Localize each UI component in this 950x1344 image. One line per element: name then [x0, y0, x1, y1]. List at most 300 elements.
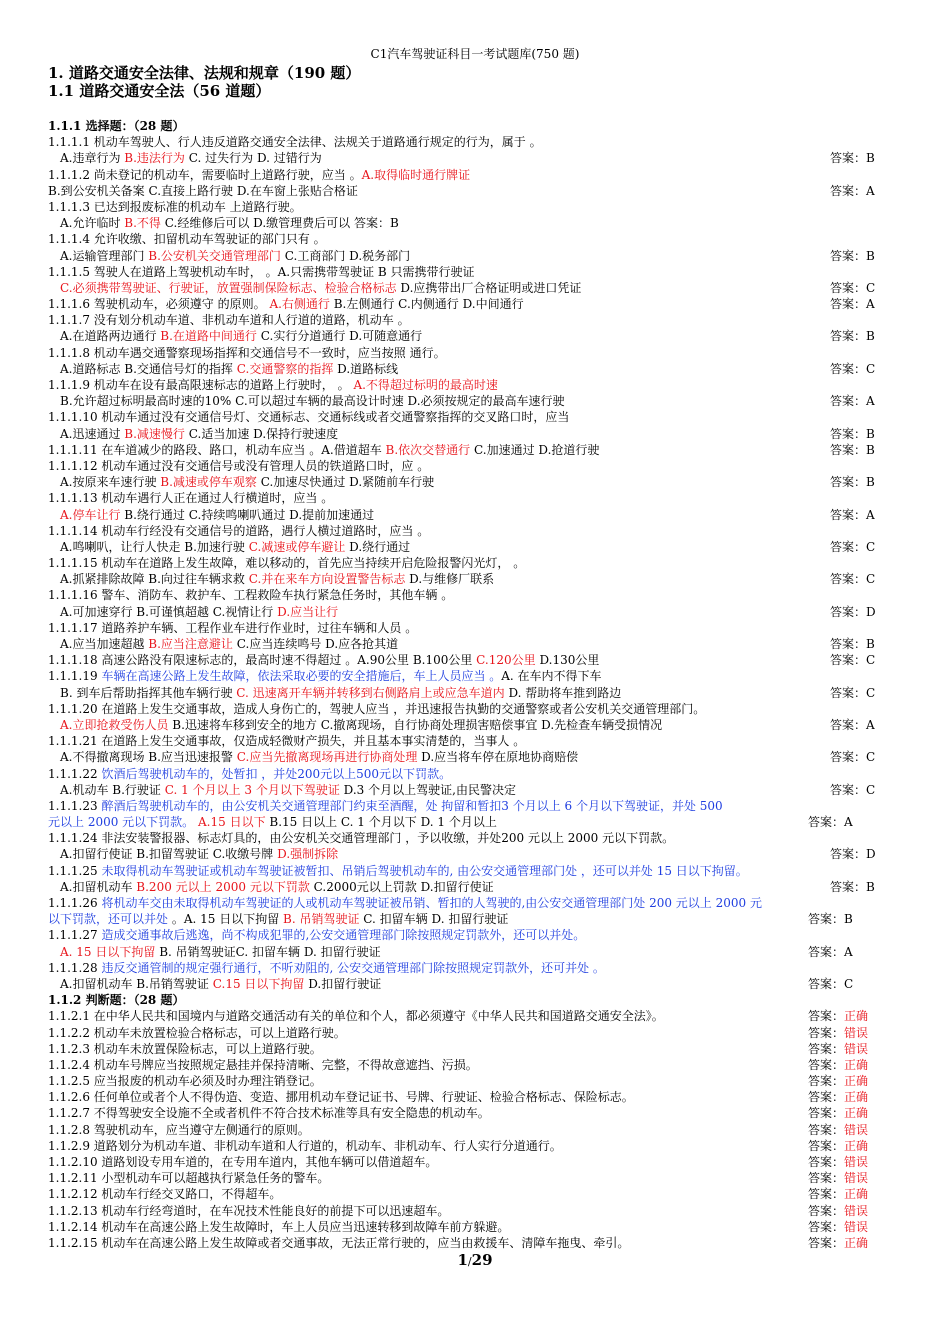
line-text: 1.1.2.10 道路划设专用车道的，在专用车道内，其他车辆可以借道超车。 — [48, 1155, 438, 1169]
document-line — [48, 555, 903, 571]
document-line — [48, 911, 903, 927]
answer — [808, 1186, 868, 1202]
line-text: D.130公里 — [535, 653, 600, 668]
highlight-text: 违反交通管制的规定强行通行，不听劝阻的, 公安交通管理部门除按照规定罚款外，还可并处 。 — [101, 960, 605, 975]
line-text: A.机动车 B.行驶证 — [60, 782, 165, 797]
document-line — [48, 409, 903, 425]
answer-value: 错误 — [844, 1041, 869, 1056]
answer — [830, 280, 875, 296]
line-text: A.扣留行使证 B.扣留驾驶证 C.收缴号牌 — [60, 847, 278, 862]
line-text: B. 吊销驾驶证C. 扣留车辆 D. 扣留行驶证 — [155, 944, 381, 959]
line-text: C.经维修后可以 D.缴管理费后可以 答案：B — [160, 216, 399, 231]
document-line — [48, 377, 903, 393]
document-line — [48, 1203, 903, 1219]
answer-value: D — [866, 604, 876, 619]
answer-value: 正确 — [844, 1138, 869, 1153]
document-line — [48, 361, 903, 377]
line-text: 1.1.2.4 机动车号牌应当按照规定悬挂并保持清晰、完整，不得故意遮挡、污损。 — [48, 1057, 478, 1072]
line-text: 1.1.1.11 在车道减少的路段、路口，机动车应当 。A.借道超车 — [48, 442, 386, 457]
answer-value: B — [866, 248, 875, 263]
document-line — [48, 231, 903, 247]
correct-option-text: B.200 元以上 2000 元以下罚款 — [136, 879, 310, 894]
answer-label: 答案： — [808, 976, 845, 991]
answer — [830, 749, 875, 765]
answer — [830, 685, 875, 701]
section-heading: 1.1 道路交通安全法（56 道题） — [48, 82, 271, 100]
correct-option-text: C.并在来车方向设置警告标志 — [248, 572, 406, 587]
answer-label: 答案： — [808, 1041, 845, 1056]
answer-value: 错误 — [844, 1219, 869, 1234]
line-text: 1.1.2.1 在中华人民共和国境内与道路交通活动有关的单位和个人，都必须遵守《中华人民共和国道路交通安全法》。 — [48, 1009, 664, 1024]
answer — [808, 911, 853, 927]
line-text: A.扣留机动车 — [60, 879, 137, 894]
line-text: A.抓紧排除故障 B.向过往车辆求救 — [60, 572, 249, 587]
document-line — [48, 507, 903, 523]
answer-value: 错误 — [844, 1025, 869, 1040]
line-text: B.绕行通过 C.持续鸣喇叭通过 D.提前加速通过 — [120, 507, 375, 522]
answer-label: 答案： — [830, 750, 867, 765]
answer — [830, 183, 875, 199]
answer-label: 答案： — [830, 426, 867, 441]
correct-option-text: B.应当注意避让 — [148, 637, 233, 651]
chapter-heading: 1. 道路交通安全法律、法规和规章（190 题） — [48, 64, 361, 82]
document-line — [48, 733, 903, 749]
line-text: 1.1.2.15 机动车在高速公路上发生故障或者交通事故，无法正常行驶的，应当由救援车、清障车拖曳、牵引。 — [48, 1235, 630, 1250]
line-text: 1.1.1.26 — [48, 896, 102, 910]
answer — [830, 782, 875, 798]
line-text: 1.1.1.2 尚未登记的机动车，需要临时上道路行驶，应当 。 — [48, 167, 362, 182]
answer — [830, 636, 875, 652]
correct-option-text: A.停车让行 — [60, 507, 121, 522]
answer-value: 错误 — [844, 1203, 869, 1218]
document-line — [48, 766, 903, 782]
answer-label: 答案： — [830, 329, 867, 344]
line-text: 1.1.2.2 机动车未放置检验合格标志，可以上道路行驶。 — [48, 1025, 346, 1040]
document-line — [48, 976, 903, 992]
answer-value: B — [866, 442, 875, 457]
answer-value: A — [866, 507, 875, 522]
page-total: 29 — [471, 1251, 493, 1269]
highlight-text: 醉酒后驾驶机动车的，由公安机关交通管理部门约束至酒醒，处 拘留和暂扣3 个月以上 6 个月以下驾驶证，并处 500 — [101, 798, 723, 813]
document-line — [48, 474, 903, 490]
document-line — [48, 328, 903, 344]
line-text: 1.1.1.15 机动车在道路上发生故障，难以移动的，首先应当持续开启危险报警闪光灯， 。 — [48, 556, 526, 571]
line-text: 1.1.1.17 道路养护车辆、工程作业车进行作业时，过往车辆和人员 。 — [48, 620, 418, 635]
line-text: 1.1.1 选择题：（28 题） — [48, 119, 185, 133]
correct-option-text: B.公安机关交通管理部门 — [148, 248, 281, 263]
answer — [830, 507, 875, 523]
line-text: A.按原来车速行驶 — [60, 475, 161, 490]
document-line — [48, 830, 903, 846]
document-line — [48, 458, 903, 474]
answer-value: A — [844, 815, 853, 830]
answer — [830, 361, 875, 377]
subsection-heading — [48, 992, 903, 1008]
answer-value: C — [866, 653, 876, 668]
line-text: 1.1.2.6 任何单位或者个人不得伪造、变造、挪用机动车登记证书、号牌、行驶证、检验合格标志、保险标志。 — [48, 1090, 634, 1105]
line-text: 1.1.2.3 机动车未放置保险标志，可以上道路行驶。 — [48, 1041, 322, 1056]
line-text: 1.1.1.6 驾驶机动车，必须遵守 的原则。 — [48, 297, 270, 312]
document-line — [48, 668, 903, 684]
document-line — [48, 798, 903, 814]
line-text: 1.1.1.21 在道路上发生交通事故，仅造成轻微财产损失，并且基本事实清楚的，当事人 。 — [48, 734, 526, 749]
document-line — [48, 296, 903, 312]
answer-value: B — [866, 151, 875, 166]
answer — [830, 150, 875, 166]
line-text: C.实行分道通行 D.可随意通行 — [256, 329, 423, 344]
line-text: D.应当将车停在原地协商赔偿 — [417, 750, 579, 765]
answer — [830, 717, 875, 733]
document-line — [48, 571, 903, 587]
document-line — [48, 895, 903, 911]
answer — [808, 1025, 868, 1041]
highlight-text: 元以上 2000 元以下罚款。 — [48, 815, 195, 830]
answer-value: B — [866, 426, 875, 441]
document-line — [48, 652, 903, 668]
line-text: 1.1.1.19 — [48, 669, 102, 684]
document-line — [48, 1186, 903, 1202]
answer-value: B — [866, 879, 875, 894]
line-text: D.3 个月以上驾驶证,由民警决定 — [339, 782, 516, 797]
line-text: D. 帮助将车推到路边 — [504, 685, 622, 700]
line-text: A.可加速穿行 B.可谨慎超越 C.视情让行 — [60, 604, 278, 619]
document-line — [48, 1170, 903, 1186]
document-line — [48, 604, 903, 620]
highlight-text: 饮酒后驾驶机动车的，处暂扣 ，并处200元以上500元以下罚款。 — [101, 766, 452, 781]
correct-option-text: C.交通警察的指挥 — [236, 361, 334, 376]
answer-label: 答案： — [808, 1057, 845, 1072]
answer-value: D — [866, 847, 876, 862]
document-line — [48, 442, 903, 458]
document-line — [48, 1073, 903, 1089]
answer — [808, 1235, 868, 1251]
answer-label: 答案： — [830, 539, 867, 554]
document-line — [48, 1105, 903, 1121]
answer — [808, 1138, 868, 1154]
answer — [808, 1203, 868, 1219]
line-text: 1.1.1.10 机动车通过没有交通信号灯、交通标志、交通标线或者交通警察指挥的交叉路口时，应当 — [48, 410, 570, 425]
document-line — [48, 1057, 903, 1073]
highlight-text: 将机动车交由未取得机动车驾驶证的人或机动车驾驶证被吊销、暂扣的人驾驶的,由公安交通管理部门处 200 元以上 2000 元 — [101, 896, 762, 910]
correct-option-text: A.取得临时通行牌证 — [361, 167, 471, 182]
line-text: 1.1.1.13 机动车遇行人正在通过人行横道时，应当 。 — [48, 491, 334, 506]
answer-label: 答案： — [830, 653, 867, 668]
line-text: 1.1.1.25 — [48, 863, 102, 878]
answer — [808, 1008, 868, 1024]
line-text: B.左侧通行 C.内侧通行 D.中间通行 — [329, 297, 524, 312]
page-footer — [0, 1252, 950, 1270]
answer — [808, 1041, 868, 1057]
answer — [830, 442, 875, 458]
answer — [808, 1057, 868, 1073]
correct-option-text: D.强制拆除 — [277, 847, 339, 862]
subsection-heading — [48, 118, 903, 134]
answer — [808, 1105, 868, 1121]
answer-value: A — [866, 183, 875, 198]
document-line — [48, 685, 903, 701]
answer-label: 答案： — [808, 1025, 845, 1040]
answer — [830, 474, 875, 490]
answer — [808, 1154, 868, 1170]
line-text: B.15 日以上 C. 1 个月以下 D. 1 个月以上 — [265, 815, 497, 830]
answer-label: 答案： — [808, 1138, 845, 1153]
document-line — [48, 636, 903, 652]
answer-label: 答案： — [830, 297, 867, 312]
line-text: 1.1.1.24 非法安装警报器、标志灯具的，由公安机关交通管理部门 ，予以收缴，并处200 元以上 2000 元以下罚款。 — [48, 831, 675, 846]
answer-value: A — [866, 297, 875, 312]
line-text: 1.1.2.11 小型机动车可以超越执行紧急任务的警车。 — [48, 1171, 330, 1186]
answer-label: 答案： — [808, 1122, 845, 1137]
answer — [830, 248, 875, 264]
line-text: A. 在车内不得下车 — [501, 669, 602, 684]
line-text: 1.1.2.14 机动车在高速公路上发生故障时，车上人员应当迅速转移到故障车前方躲避。 — [48, 1219, 510, 1234]
document-line — [48, 620, 903, 636]
document-line — [48, 749, 903, 765]
line-text: 1.1.1.23 — [48, 798, 102, 813]
answer-label: 答案： — [830, 782, 867, 797]
document-line — [48, 167, 903, 183]
line-text: A.鸣喇叭，让行人快走 B.加速行驶 — [60, 539, 249, 554]
document-line — [48, 717, 903, 733]
correct-option-text: A.15 日以下 — [198, 815, 266, 830]
answer — [830, 571, 875, 587]
correct-option-text: B. 吊销驾驶证 — [283, 912, 360, 927]
line-text: 1.1.2.12 机动车行经交叉路口，不得超车。 — [48, 1187, 282, 1202]
answer — [830, 426, 875, 442]
line-text: A.在道路两边通行 — [60, 329, 161, 344]
answer-label: 答案： — [808, 1009, 845, 1024]
answer-value: C — [866, 361, 876, 376]
document-line — [48, 782, 903, 798]
line-text: 1.1.1.8 机动车遇交通警察现场指挥和交通信号不一致时，应当按照 通行。 — [48, 345, 446, 360]
answer-value: B — [866, 329, 875, 344]
document-line — [48, 280, 903, 296]
answer-label: 答案： — [808, 944, 845, 959]
answer-value: 正确 — [844, 1090, 869, 1105]
answer-value: 正确 — [844, 1187, 869, 1202]
line-text: 1.1.1.5 驾驶人在道路上驾驶机动车时， 。A.只需携带驾驶证 B 只需携带行驶证 — [48, 264, 475, 279]
page-separator: / — [467, 1255, 472, 1268]
correct-option-text: C.120公里 — [476, 653, 536, 668]
document-line — [48, 1154, 903, 1170]
correct-option-text: B.违法行为 — [124, 151, 185, 166]
highlight-text: 以下罚款，还可以并处 — [48, 912, 169, 927]
answer — [830, 539, 875, 555]
line-text: 。A. 15 日以下拘留 — [168, 912, 284, 927]
line-text: 1.1.1.16 警车、消防车、救护车、工程救险车执行紧急任务时，其他车辆 。 — [48, 588, 454, 603]
document-line — [48, 879, 903, 895]
answer-value: C — [866, 280, 876, 295]
answer — [830, 846, 876, 862]
line-text: A.应当加速超越 — [60, 637, 149, 651]
line-text: 1.1.1.4 允许收缴、扣留机动车驾驶证的部门只有 。 — [48, 232, 326, 247]
answer-label: 答案： — [830, 879, 867, 894]
correct-option-text: C. 迅速离开车辆并转移到右侧路肩上或应急车道内 — [236, 685, 505, 700]
answer-value: C — [844, 976, 854, 991]
document-line — [48, 134, 903, 150]
document-line — [48, 1089, 903, 1105]
document-line — [48, 248, 903, 264]
line-text: 1.1.1.14 机动车行经没有交通信号的道路，遇行人横过道路时，应当 。 — [48, 523, 430, 538]
line-text: A.扣留机动车 B.吊销驾驶证 — [60, 976, 213, 991]
answer-label: 答案： — [830, 442, 867, 457]
page-number: 1 — [457, 1251, 468, 1269]
correct-option-text: C.应当先撤离现场再进行协商处理 — [236, 750, 418, 765]
answer-value: C — [866, 685, 876, 700]
line-text: B.迅速将车移到安全的地方 C.撤离现场，自行协商处理损害赔偿事宜 D.先检查车辆受损情况 — [168, 717, 663, 732]
line-text: 1.1.1.22 — [48, 766, 102, 781]
answer — [830, 879, 875, 895]
answer — [830, 296, 875, 312]
answer-value: 正确 — [844, 1235, 869, 1250]
line-text: C.2000元以上罚款 D.扣留行使证 — [309, 879, 494, 894]
line-text: B. 到车后帮助指挥其他车辆行驶 — [60, 685, 237, 700]
document-line — [48, 1008, 903, 1024]
line-text: 1.1.1.28 — [48, 960, 102, 975]
correct-option-text: B.在道路中间通行 — [160, 329, 257, 344]
line-text: A.违章行为 — [60, 151, 125, 166]
correct-option-text: B.减速或停车观察 — [160, 475, 257, 490]
answer-label: 答案： — [808, 1235, 845, 1250]
document-line — [48, 1122, 903, 1138]
answer-label: 答案： — [830, 604, 867, 619]
answer-value: C — [866, 539, 876, 554]
document-line — [48, 523, 903, 539]
correct-option-text: A.右侧通行 — [269, 297, 330, 312]
answer-value: B — [866, 637, 875, 651]
correct-option-text: D.应当让行 — [277, 604, 339, 619]
line-text: A.运输管理部门 — [60, 248, 149, 263]
answer — [830, 652, 875, 668]
highlight-text: 车辆在高速公路上发生故障，依法采取必要的安全措施后，车上人员应当 。 — [101, 669, 502, 684]
line-text: B.允许超过标明最高时速的10% C.可以超过车辆的最高设计时速 D.必须按规定的最高车速行驶 — [60, 394, 565, 409]
line-text: 1.1.1.18 高速公路没有限速标志的，最高时速不得超过 。A.90公里 B.100公里 — [48, 653, 477, 668]
line-text: 1.1.1.1 机动车驾驶人、行人违反道路交通安全法律、法规关于道路通行规定的行为，属于 。 — [48, 135, 542, 150]
line-text: C.适当加速 D.保持行驶速度 — [184, 426, 339, 441]
line-text: B.到公安机关备案 C.直接上路行驶 D.在车窗上张贴合格证 — [48, 183, 358, 198]
document-line — [48, 944, 903, 960]
answer — [830, 393, 875, 409]
answer — [808, 1073, 868, 1089]
answer — [808, 1089, 868, 1105]
answer-value: A — [866, 394, 875, 409]
line-text: 1.1.2.13 机动车行经弯道时，在车况技术性能良好的前提下可以迅速超车。 — [48, 1203, 450, 1218]
answer-label: 答案： — [808, 815, 845, 830]
answer-label: 答案： — [830, 572, 867, 587]
document-line — [48, 927, 903, 943]
answer — [808, 976, 853, 992]
line-text: C. 过失行为 D. 过错行为 — [184, 151, 322, 166]
document-line — [48, 264, 903, 280]
answer — [808, 944, 853, 960]
answer-label: 答案： — [830, 637, 867, 651]
document-line — [48, 215, 903, 231]
line-text: 1.1.2 判断题：（28 题） — [48, 993, 185, 1008]
answer-label: 答案： — [830, 183, 867, 198]
correct-option-text: A.不得超过标明的最高时速 — [353, 378, 498, 392]
answer-label: 答案： — [830, 475, 867, 490]
line-text: D.绕行通过 — [345, 539, 411, 554]
correct-option-text: C.必须携带驾驶证、行驶证，放置强制保险标志、检验合格标志 — [60, 280, 397, 295]
document-title: C1汽车驾驶证科目一考试题库(750 题) — [370, 47, 580, 61]
document-line — [48, 1041, 903, 1057]
answer-label: 答案： — [808, 912, 845, 927]
document-line — [48, 312, 903, 328]
answer-label: 答案： — [830, 361, 867, 376]
answer — [830, 604, 876, 620]
line-text: D.与维修厂联系 — [405, 572, 495, 587]
answer-value: A — [844, 944, 853, 959]
document-line — [48, 426, 903, 442]
correct-option-text: C.减速或停车避让 — [248, 539, 346, 554]
answer-value: 正确 — [844, 1057, 869, 1072]
line-text: C.加速通过 D.抢道行驶 — [470, 442, 600, 457]
answer-value: C — [866, 572, 876, 587]
answer-label: 答案： — [808, 1203, 845, 1218]
document-line — [48, 1235, 903, 1251]
highlight-text: 未取得机动车驾驶证或机动车驾驶证被暂扣、吊销后驾驶机动车的, 由公安交通管理部门处 ，还可以并处 15 日以下拘留。 — [101, 863, 748, 878]
line-text: 1.1.1.7 没有划分机动车道、非机动车道和人行道的道路，机动车 。 — [48, 313, 410, 328]
document-line — [48, 1138, 903, 1154]
line-text: 1.1.2.9 道路划分为机动车道、非机动车道和人行道的，机动车、非机动车、行人实行分道通行。 — [48, 1138, 562, 1153]
line-text: C.工商部门 D.税务部门 — [280, 248, 411, 263]
line-text: D.道路标线 — [333, 361, 399, 376]
answer-value: 正确 — [844, 1074, 869, 1089]
line-text: C.应当连续鸣号 D.应各抢其道 — [232, 637, 399, 651]
line-text: 1.1.1.12 机动车通过没有交通信号或没有管理人员的铁道路口时，应 。 — [48, 458, 430, 473]
document-line — [48, 846, 903, 862]
document-line — [48, 587, 903, 603]
answer-value: C — [866, 750, 876, 765]
correct-option-text: B.依次交替通行 — [385, 442, 471, 457]
document-line — [48, 1219, 903, 1235]
correct-option-text: B.不得 — [124, 216, 161, 231]
answer-label: 答案： — [830, 717, 867, 732]
line-text: D.应携带出厂合格证明或进口凭证 — [396, 280, 582, 295]
line-text: 1.1.2.5 应当报废的机动车必须及时办理注销登记。 — [48, 1074, 322, 1089]
answer-value: 正确 — [844, 1106, 869, 1121]
answer — [808, 1122, 868, 1138]
answer-value: B — [844, 912, 853, 927]
answer-label: 答案： — [808, 1074, 845, 1089]
answer-label: 答案： — [808, 1187, 845, 1202]
answer-value: C — [866, 782, 876, 797]
document-line — [48, 539, 903, 555]
answer-label: 答案： — [830, 507, 867, 522]
line-text: 1.1.2.8 驾驶机动车，应当遵守左侧通行的原则。 — [48, 1122, 310, 1137]
correct-option-text: A.立即抢救受伤人员 — [60, 717, 169, 732]
answer — [808, 1219, 868, 1235]
line-text: 1.1.1.3 已达到报废标准的机动车 上道路行驶。 — [48, 199, 302, 214]
question-list — [48, 118, 903, 1251]
answer-value: 错误 — [844, 1122, 869, 1137]
answer-value: A — [866, 717, 875, 732]
answer-label: 答案： — [808, 1219, 845, 1234]
line-text: A.道路标志 B.交通信号灯的指挥 — [60, 361, 237, 376]
document-line — [48, 150, 903, 166]
document-line — [48, 814, 903, 830]
document-line — [48, 960, 903, 976]
document-line — [48, 199, 903, 215]
answer-label: 答案： — [830, 248, 867, 263]
document-line — [48, 863, 903, 879]
answer-value: 正确 — [844, 1009, 869, 1024]
line-text: 1.1.1.9 机动车在设有最高限速标志的道路上行驶时， 。 — [48, 378, 354, 392]
line-text: 1.1.1.27 — [48, 928, 102, 943]
line-text: C.加速尽快通过 D.紧随前车行驶 — [256, 475, 435, 490]
answer-label: 答案： — [808, 1155, 845, 1169]
answer-label: 答案： — [808, 1106, 845, 1121]
